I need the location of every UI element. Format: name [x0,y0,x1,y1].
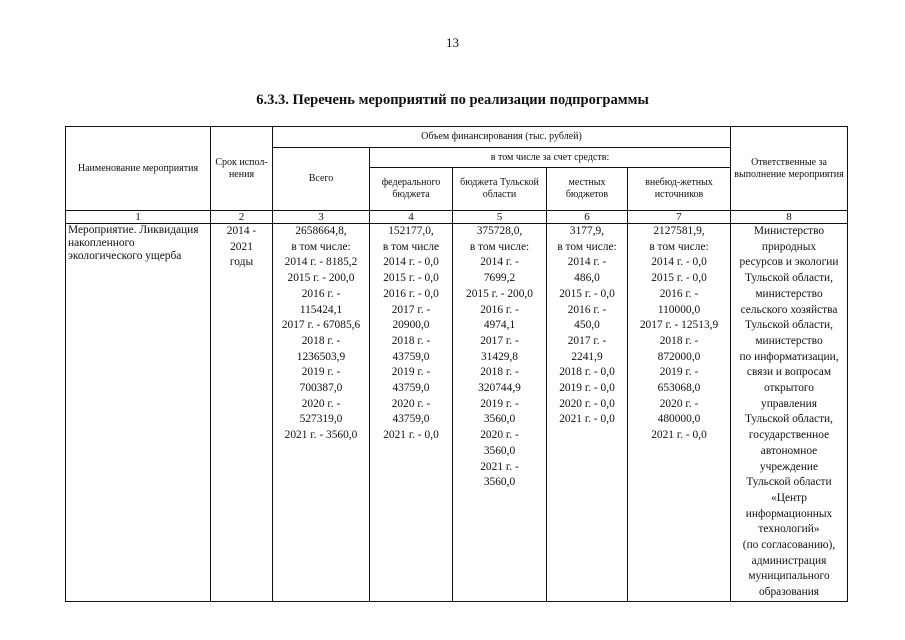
header-responsible: Ответственные за выполнение мероприятия [731,127,848,211]
cell-line: «Центр [771,491,807,504]
cell-line: 2015 г. - 200,0 [287,272,355,285]
cell-line: 2019 г. - [391,366,431,379]
cell-line: 2021 г. - 0,0 [383,429,439,442]
cell-line: Тульской области, [744,272,834,285]
column-numbers-row [66,211,848,224]
cell-line: 2017 г. - [480,334,519,347]
cell-line: 2018 г. - [659,334,699,347]
header-total: Всего [273,148,370,211]
cell-line: открытого [763,382,814,395]
cell-line: годы [229,256,254,269]
cell-line: 152177,0, [388,225,434,237]
cell-line: государственное [748,429,830,442]
cell-line: 2014 - [226,225,257,237]
cell-line: учреждение [759,460,819,473]
cell-line: Министерство [753,225,825,237]
cell-line: 20900,0 [392,319,430,332]
cell-line: 7699,2 [483,272,516,285]
cell-line: (по согласованию), [742,539,836,552]
cell-line: 2017 г. - 67085,6 [281,319,361,332]
header-funding: Объем финансирования (тыс. рублей) [273,127,731,148]
column-number: 8 [731,211,848,224]
cell-line: 527319,0 [299,413,343,426]
header-term: Срок испол-нения [211,127,273,211]
cell-line: 4974,1 [483,319,516,332]
funding-total [273,224,370,602]
cell-line: 2019 г. - [480,397,519,410]
cell-line: 2015 г. - 200,0 [466,287,533,300]
cell-line: 1236503,9 [296,350,346,363]
cell-line: 872000,0 [657,350,701,363]
cell-line: 3560,0 [483,413,516,426]
cell-line: 2021 г. - 3560,0 [284,429,358,442]
cell-line: технологий» [758,523,820,536]
cell-line: в том числе [382,240,440,253]
cell-line: образования [758,586,820,599]
cell-line: 2016 г. - 0,0 [383,287,439,300]
cell-line: 43759,0 [392,350,430,363]
cell-line: 2016 г. - [567,303,607,316]
column-number: 6 [547,211,628,224]
cell-line: 2019 г. - [301,366,341,379]
cell-line: 450,0 [574,319,600,332]
activity-row [66,224,848,602]
cell-line: администрация [751,554,827,567]
cell-line: 653068,0 [657,382,701,395]
cell-line: 2014 г. - 8185,2 [284,256,358,269]
cell-line: 2019 г. - 0,0 [559,382,615,395]
cell-line: 2020 г. - 0,0 [559,397,615,410]
cell-line: 2241,9 [571,350,603,363]
cell-line: 2015 г. - 0,0 [383,272,439,285]
cell-line: 31429,8 [480,350,519,363]
header-name: Наименование мероприятия [66,127,211,211]
funding-extra [628,224,731,602]
cell-line: 2127581,9, [653,225,705,237]
cell-line: 2021 [230,240,253,253]
header-regional: бюджета Тульской области [453,168,547,211]
activity-name: Мероприятие. Ликвидация накопленного экологического ущерба [66,224,211,602]
cell-line: 2016 г. - [659,287,699,300]
header-federal: федерального бюджета [370,168,453,211]
cell-line: 2014 г. - [567,256,607,269]
cell-line: информационных [745,507,833,520]
column-number: 5 [453,211,547,224]
cell-line: 480000,0 [657,413,701,426]
cell-line: 2016 г. - [301,287,341,300]
cell-line: 2015 г. - 0,0 [559,287,615,300]
cell-line: 2017 г. - [391,303,431,316]
cell-line: 2020 г. - [480,429,519,442]
activity-term [211,224,273,602]
cell-line: 700387,0 [299,382,343,395]
cell-line: 3560,0 [483,444,516,457]
cell-line: 43759,0 [392,382,430,395]
column-number: 2 [211,211,273,224]
column-number: 1 [66,211,211,224]
cell-line: 2021 г. - 0,0 [651,429,707,442]
cell-line: 2014 г. - [480,256,519,269]
cell-line: 2017 г. - 12513,9 [639,319,719,332]
cell-line: Тульской области, [744,319,834,332]
column-number: 4 [370,211,453,224]
cell-line: 486,0 [574,272,600,285]
cell-line: 2018 г. - [391,334,431,347]
cell-line: Тульской области, [744,413,834,426]
cell-line: 375728,0, [476,225,523,237]
cell-line: 3177,9, [569,225,605,237]
cell-line: в том числе: [649,240,709,253]
cell-line: 2015 г. - 0,0 [651,272,707,285]
header-including: в том числе за счет средств: [370,148,731,168]
cell-line: 2021 г. - 0,0 [559,413,615,426]
cell-line: в том числе: [291,240,351,253]
cell-line: природных [761,240,817,253]
responsible-bodies [731,224,848,602]
header-extra: внебюд-жетных источников [628,168,731,211]
cell-line: 2021 г. - [480,460,519,473]
cell-line: 2658664,8, [295,225,347,237]
cell-line: 43759,0 [392,413,430,426]
cell-line: 2020 г. - [659,397,699,410]
funding-regional [453,224,547,602]
cell-line: муниципального [748,570,830,583]
cell-line: 2018 г. - [301,334,341,347]
funding-federal [370,224,453,602]
funding-local [547,224,628,602]
cell-line: 2019 г. - [659,366,699,379]
cell-line: 2020 г. - [391,397,431,410]
column-number: 7 [628,211,731,224]
cell-line: автономное [760,444,818,457]
cell-line: 3560,0 [483,476,516,489]
cell-line: сельского хозяйства [740,303,838,316]
cell-line: Тульской области [746,476,832,489]
cell-line: 2014 г. - 0,0 [383,256,439,269]
column-number: 3 [273,211,370,224]
cell-line: 2016 г. - [480,303,519,316]
cell-line: управления [761,397,817,410]
section-title: 6.3.3. Перечень мероприятий по реализации подпрограммы [256,92,649,108]
cell-line: министерство [755,334,823,347]
header-local: местных бюджетов [547,168,628,211]
cell-line: 2017 г. - [567,334,607,347]
page-number: 13 [446,35,459,50]
cell-line: 110000,0 [657,303,701,316]
activities-table [65,126,848,602]
cell-line: 2020 г. - [301,397,341,410]
cell-line: в том числе: [557,240,617,253]
cell-line: ресурсов и экологии [739,256,839,269]
cell-line: 2018 г. - [480,366,519,379]
cell-line: связи и вопросам [746,366,832,379]
cell-line: по информатизации, [739,350,839,363]
cell-line: 2014 г. - 0,0 [651,256,707,269]
cell-line: 320744,9 [478,382,521,395]
cell-line: 2018 г. - 0,0 [559,366,615,379]
cell-line: министерство [755,287,823,300]
cell-line: в том числе: [469,240,530,253]
cell-line: 115424,1 [299,303,343,316]
